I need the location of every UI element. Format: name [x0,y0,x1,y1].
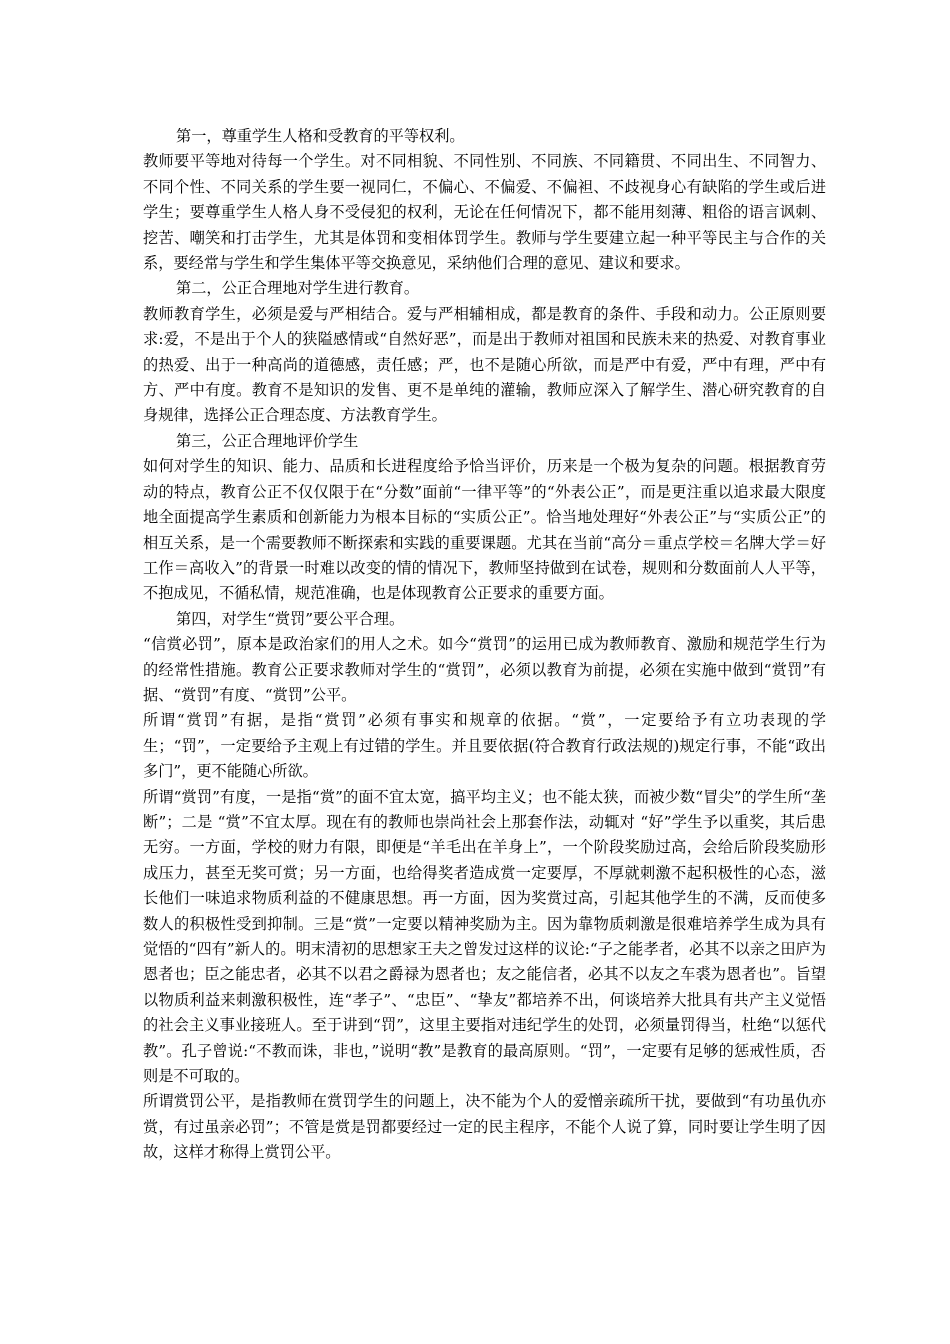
body-paragraph: 所谓“赏罚”有度，一是指“赏”的面不宜太宽，搞平均主义；也不能太狭，而被少数“冒尖”的学生所“垄断”；二是 “赏”不宜太厚。现在有的教师也崇尚社会上那套作法，动辄对 “好”学生予以重奖，其后患无穷。一方面，学校的财力有限，即便是“羊毛出在羊身上”，一个阶段奖励过高，会给后阶段奖励形成压力，甚至无奖可赏；另一方面，也给得奖者造成赏一定要厚，不厚就刺激不起积极性的心态，滋长他们一味追求物质利益的不健康思想。再一方面，因为奖赏过高，引起其他学生的不满，反而使多数人的积极性受到抑制。三是“赏”一定要以精神奖励为主。因为靠物质刺激是很难培养学生成为具有觉悟的“四有”新人的。明末清初的思想家王夫之曾发过这样的议论:“子之能孝者，必其不以亲之田庐为恩者也；臣之能忠者，必其不以君之爵禄为恩者也；友之能信者，必其不以友之车裘为恩者也”。旨望以物质利益来刺激积极性，连“孝子”、“忠臣”、“挚友”都培养不出，何谈培养大批具有共产主义觉悟的社会主义事业接班人。至于讲到“罚”，这里主要指对违纪学生的处罚，必须量罚得当，杜绝“以惩代教”。孔子曾说:“不教而诛，非也，”说明“教”是教育的最高原则。“罚”，一定要有足够的惩戒性质，否则是不可取的。 [143,787,826,1086]
body-paragraph: 所谓“赏罚”有据，是指“赏罚”必须有事实和规章的依据。“赏”，一定要给予有立功表现的学生；“罚”，一定要给予主观上有过错的学生。并且要依据(符合教育行政法规的)规定行事，不能“政出多门”，更不能随心所欲。 [143,711,826,781]
body-paragraph: 如何对学生的知识、能力、品质和长进程度给予恰当评价，历来是一个极为复杂的问题。根据教育劳动的特点，教育公正不仅仅限于在“分数”面前“一律平等”的“外表公正”，而是更注重以追求最大限度地全面提高学生素质和创新能力为根本目标的“实质公正”。恰当地处理好“外表公正”与“实质公正”的相互关系，是一个需要教师不断探索和实践的重要课题。尤其在当前“高分＝重点学校＝名牌大学＝好工作＝高收入”的背景一时难以改变的情的情况下，教师坚持做到在试卷，规则和分数面前人人平等，不抱成见，不循私情，规范准确，也是体现教育公正要求的重要方面。 [143,457,826,603]
body-paragraph: “信赏必罚”，原本是政治家们的用人之术。如今“赏罚”的运用已成为教师教育、激励和规范学生行为的经常性措施。教育公正要求教师对学生的“赏罚”，必须以教育为前提，必须在实施中做到“赏罚”有据、“赏罚”有度、“赏罚”公平。 [143,635,826,704]
section-heading-2: 第二，公正合理地对学生进行教育。 [176,279,419,298]
section-heading-1: 第一，尊重学生人格和受教育的平等权利。 [176,127,465,145]
section-heading-3: 第三，公正合理地评价学生 [176,431,359,450]
body-paragraph: 教师要平等地对待每一个学生。对不同相貌、不同性别、不同族、不同籍贯、不同出生、不同智力、不同个性、不同关系的学生要一视同仁，不偏心、不偏爱、不偏袒、不歧视身心有缺陷的学生或后进学生；要尊重学生人格人身不受侵犯的权利，无论在任何情况下，都不能用刻薄、粗俗的语言讽刺、挖苦、嘲笑和打击学生，尤其是体罚和变相体罚学生。教师与学生要建立起一种平等民主与合作的关系，要经常与学生和学生集体平等交换意见，采纳他们合理的意见、建议和要求。 [143,152,826,273]
body-paragraph: 教师教育学生，必须是爱与严相结合。爱与严相辅相成，都是教育的条件、手段和动力。公正原则要求:爱，不是出于个人的狭隘感情或“自然好恶”，而是出于教师对祖国和民族未来的热爱、对教育事业的热爱、出于一种高尚的道德感，责任感；严，也不是随心所欲，而是严中有爱，严中有理，严中有方、严中有度。教育不是知识的发售、更不是单纯的灌输，教师应深入了解学生、潜心研究教育的自身规律，选择公正合理态度、方法教育学生。 [143,304,826,425]
document-page [143,124,826,1166]
section-heading-4: 第四，对学生“赏罚”要公平合理。 [176,609,405,628]
body-paragraph: 所谓赏罚公平，是指教师在赏罚学生的问题上，决不能为个人的爱憎亲疏所干扰，要做到“有功虽仇亦赏，有过虽亲必罚”；不管是赏是罚都要经过一定的民主程序，不能个人说了算，同时要让学生明了因故，这样才称得上赏罚公平。 [143,1092,826,1162]
